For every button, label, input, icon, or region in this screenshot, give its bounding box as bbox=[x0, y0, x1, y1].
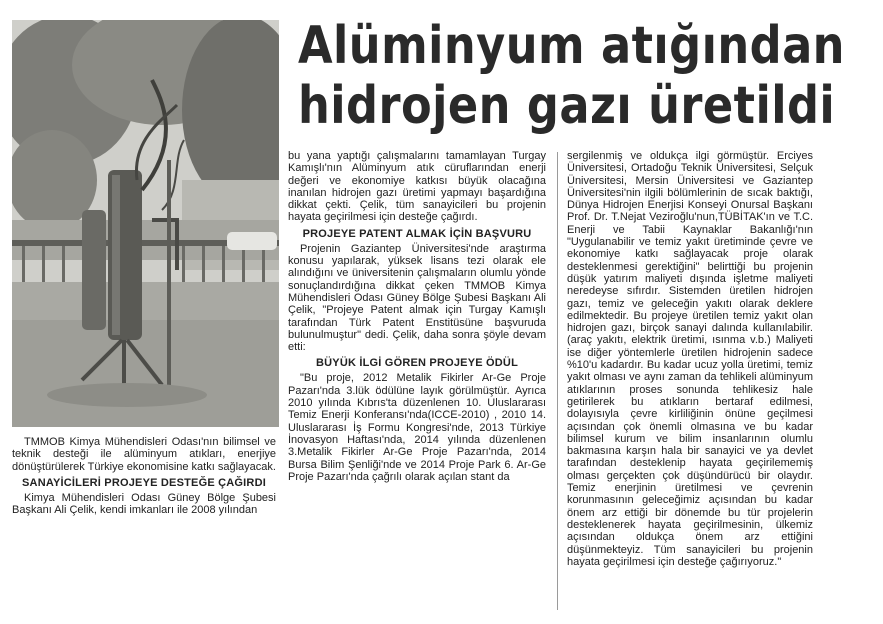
paragraph: bu yana yaptığı çalışmalarını tamamlayan Turgay Kamışlı'nın Alüminyum atık cüruflarından enerji değeri ve ekonomiye katkısı büyük olacağına inanılan hidrojen gazı üretimi yapmayı başardığına dikkat çekti. Çelik, tüm sanayicileri bu projenin hayata geçirilmesi için desteğe çağırdı. bbox=[288, 150, 546, 224]
article-photo bbox=[12, 20, 279, 427]
headline bbox=[298, 16, 845, 136]
subheading-patent: PROJEYE PATENT ALMAK İÇİN BAŞVURU bbox=[302, 227, 532, 240]
headline-line-1: Alüminyum atığından bbox=[298, 16, 845, 76]
paragraph: Kimya Mühendisleri Odası Güney Bölge Şubesi Başkanı Ali Çelik, kendi imkanları ile 2008 yılından bbox=[12, 491, 276, 517]
photo-caption: TMMOB Kimya Mühendisleri Odası'nın bilimsel ve teknik desteği ile alüminyum atıkları, enerjiye dönüştürülerek Türkiye ekonomisine katkı sağlayacak. bbox=[12, 436, 276, 473]
column-divider bbox=[557, 152, 558, 610]
paragraph: sergilenmiş ve oldukça ilgi görmüştür. Erciyes Üniversitesi, Ortadoğu Teknik Üniversitesi, Selçuk Üniversitesi, Mersin Üniversitesi ve Gaziantep Üniversitesi'nin ilgili bölümlerinin de sıcak baktığı, Dünya Hidrojen Enerjisi Konseyi Onursal Başkanı Prof. Dr. T.Nejat Veziroğlu'nun,TÜBİTAK'ın ve T.C. Enerji ve Tabii Kaynaklar Bakanlığı'nın "Uygulanabilir ve temiz yakıt üretiminde çevre ve ekonomiye katkı sağlayacak proje olarak desteklenmesi gerektiğini" belirttiği bu projenin düşük yatırım maliyeti dışında işletme maliyeti neredeyse sıfırdır. Sistemden üretilen hidrojen gazı, temiz ve geleceğin yakıtı olarak deklere edilmektedir. Bu projeye üretilen temiz yakıt olan hidrojen gazı, birçok sanayi dalında kullanılabilir.(araç yakıtı, elektrik üretimi, ısınma v.b.) Maliyeti ise diğer yöntemlerle üretilen hidrojenin sadece %10'u kadardır. Bu kadar ucuz yolla üretimi, temiz yakıt olması ve aynı zaman da tehlikeli alüminyum atıklarının proses sonunda tehlikesiz hale getirilerek bu atıkların bertaraf edilmesi, dolayısıyla çevre kirliliğinin önüne geçilmesi açısından çok önemli olmasına ve bu kadar bilimsel kurum ve bilim insanlarının olumlu bakmasına karşın hala bir sanayici ve ya devlet tarafından desteklenip hayata geçirilememiş olması gerçekten çok düşündürücü bir olaydır. Temiz enerjinin üretilmesi ve çevrenin korunmasının geleceğimiz açısından bu kadar önem arz ettiği bir dönemde bu tür projelerin desteklenerek hayata geçirilmesinin, ülkemiz açısından oldukça önem arz ettiğini düşünmekteyiz. Tüm sanayicileri bu projenin hayata geçirilmesi için desteğe çağırıyoruz." bbox=[567, 150, 813, 568]
hydrogen-equipment-photo bbox=[12, 20, 279, 427]
column-right bbox=[567, 150, 813, 568]
headline-line-2: hidrojen gazı üretildi bbox=[298, 76, 836, 136]
column-left bbox=[12, 436, 276, 516]
subheading-industrialists: SANAYİCİLERİ PROJEYE DESTEĞE ÇAĞIRDI bbox=[22, 476, 266, 489]
paragraph: "Bu proje, 2012 Metalik Fikirler Ar-Ge Proje Pazarı'nda 3.lük ödülüne layık görülmüştür. Ayrıca 2010 yılında Kıbrıs'ta düzenlenen 10. Uluslararası Temiz Enerji Konferansı'nda(ICCE-2010) , 2010 14. Uluslararası İş Formu Kongresi'nde, 2013 Türkiye İnovasyon Haftası'nda, 2014 yılında düzenlenen 3.Metalik Fikirler Ar-Ge Proje Pazarı'nda, 2014 Bursa Bilim Şenliği'nde ve 2014 Proje Park 6. Ar-Ge Proje Pazarı'nda çağrılı olarak açılan stant da bbox=[288, 372, 546, 483]
paragraph: Projenin Gaziantep Üniversitesi'nde araştırma konusu yapılarak, yüksek lisans tezi olarak ele alındığını ve üniversitenin çalışmaların olumlu yönde sonuçlandırdığına dikkat çeken TMMOB Kimya Mühendisleri Odası Güney Bölge Şubesi Başkanı Ali Çelik, "Projeye Patent almak için Turgay Kamışlı tarafından Türk Patent Enstitüsüne başvuruda bulunulmuştur" dedi. Çelik, daha sonra şöyle devam etti: bbox=[288, 242, 546, 354]
subheading-award: BÜYÜK İLGİ GÖREN PROJEYE ÖDÜL bbox=[316, 357, 518, 370]
column-middle bbox=[288, 150, 546, 483]
